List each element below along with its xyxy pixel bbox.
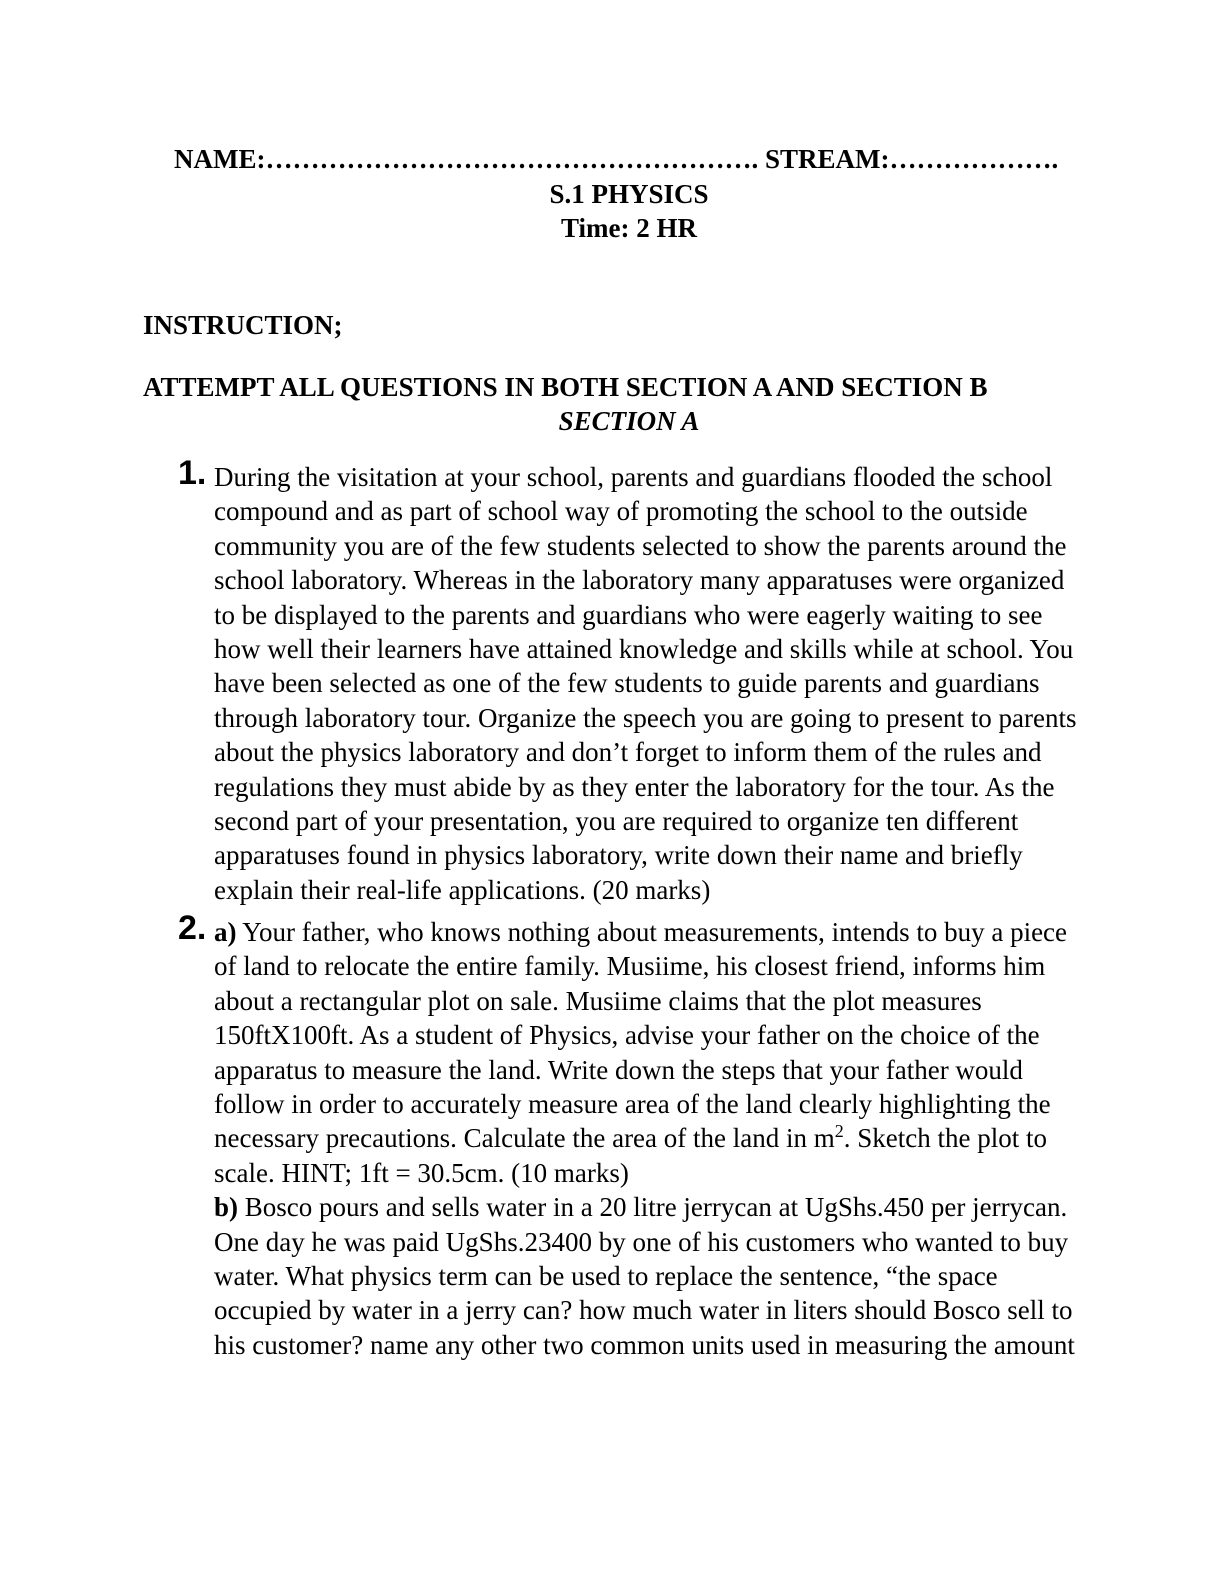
question-line: During the visitation at your school, parents and guardians flooded the school <box>214 462 1053 492</box>
area-text: necessary precautions. Calculate the area of the land in m <box>214 1123 835 1154</box>
part-b-label: b) <box>214 1192 239 1223</box>
question-line: regulations they must abide by as they enter the laboratory for the tour. As the <box>214 771 1055 802</box>
question-line: compound and as part of school way of promoting the school to the outside <box>214 496 1028 527</box>
part-b-first-line <box>214 1190 1114 1224</box>
instruction-text: ATTEMPT ALL QUESTIONS IN BOTH SECTION A AND SECTION B <box>143 372 988 402</box>
question-line: about a rectangular plot on sale. Musiime claims that the plot measures <box>214 985 982 1016</box>
question-line: of land to relocate the entire family. Musiime, his closest friend, informs him <box>214 951 1046 982</box>
question-line: water. What physics term can be used to replace the sentence, “the space <box>214 1261 998 1292</box>
question-1 <box>178 454 1114 907</box>
question-number: 1. <box>178 454 207 492</box>
question-line: how well their learners have attained knowledge and skills while at school. You <box>214 634 1074 665</box>
name-stream-line: NAME:………………………………………………. STREAM:………………. <box>174 144 1059 174</box>
area-text-end: . Sketch the plot to <box>843 1123 1047 1154</box>
subject-title: S.1 PHYSICS <box>549 179 709 209</box>
question-line: apparatuses found in physics laboratory, write down their name and briefly <box>214 840 1023 871</box>
question-number: 2. <box>178 909 207 947</box>
question-line: community you are of the few students selected to show the parents around the <box>214 530 1067 561</box>
question-line: through laboratory tour. Organize the speech you are going to present to parents <box>214 702 1077 733</box>
exam-time: Time: 2 HR <box>561 213 697 243</box>
question-line: occupied by water in a jerry can? how much water in liters should Bosco sell to <box>214 1295 1073 1326</box>
question-line: about the physics laboratory and don’t forget to inform them of the rules and <box>214 737 1042 768</box>
section-title: SECTION A <box>558 406 700 436</box>
question-line: scale. HINT; 1ft = 30.5cm. (10 marks) <box>214 1157 629 1188</box>
question-line: to be displayed to the parents and guardians who were eagerly waiting to see <box>214 599 1043 630</box>
question-line: his customer? name any other two common units used in measuring the amount <box>214 1329 1075 1360</box>
question-line: have been selected as one of the few students to guide parents and guardians <box>214 668 1040 699</box>
part-b-text: Bosco pours and sells water in a 20 litre jerrycan at UgShs.450 per jerrycan. <box>238 1192 1068 1223</box>
question-line: One day he was paid UgShs.23400 by one of his customers who wanted to buy <box>214 1226 1069 1257</box>
question-line: apparatus to measure the land. Write down the steps that your father would <box>214 1054 1023 1085</box>
area-line <box>214 1121 1114 1155</box>
superscript: 2 <box>834 1121 844 1142</box>
question-line: follow in order to accurately measure area of the land clearly highlighting the <box>214 1089 1051 1120</box>
question-line: second part of your presentation, you are required to organize ten different <box>214 806 1019 837</box>
part-a-first-line <box>214 915 1114 949</box>
question-line: school laboratory. Whereas in the laboratory many apparatuses were organized <box>214 565 1065 596</box>
question-line: 150ftX100ft. As a student of Physics, advise your father on the choice of the <box>214 1020 1040 1051</box>
question-line: explain their real-life applications. (20 marks) <box>214 874 711 905</box>
instruction-heading: INSTRUCTION; <box>143 310 343 340</box>
part-a-text: Your father, who knows nothing about measurements, intends to buy a piece <box>236 917 1068 947</box>
question-2 <box>178 909 1114 1362</box>
part-a-label: a) <box>214 917 237 947</box>
